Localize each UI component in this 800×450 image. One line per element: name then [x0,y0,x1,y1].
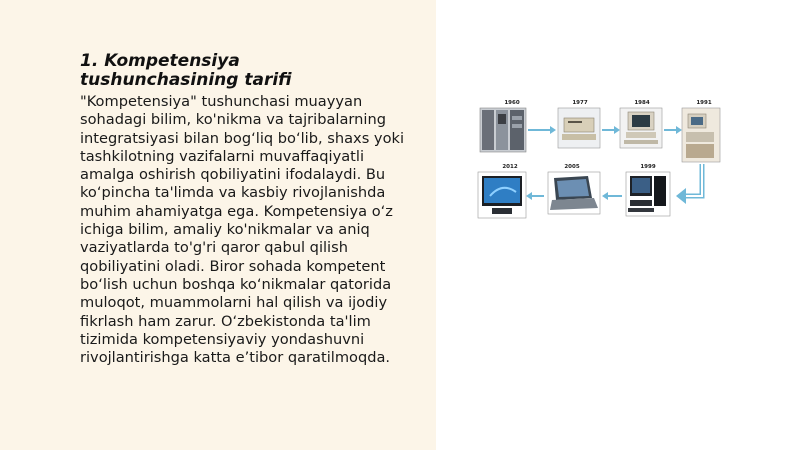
early-personal-computer-image [558,108,600,148]
year-label: 1991 [696,100,712,106]
computer-evolution-image [470,96,726,226]
year-label: 2005 [564,164,580,170]
year-label: 1977 [572,100,588,106]
desktop-computer-crt-image [620,108,662,148]
laptop-image [548,172,600,214]
timeline-graphics [470,96,726,226]
mainframe-computer-image [480,108,526,152]
year-label: 1984 [634,100,650,106]
year-label: 1960 [504,100,520,106]
slide-title: 1. Kompetensiya tushunchasining tarifi [80,51,292,90]
computer-with-printer-image [682,108,720,162]
year-label: 1999 [640,164,656,170]
slide-body-text: "Kompetensiya" tushunchasi muayyan sohadagi bilim, ko'nikma va tajribalarning integratsiyasi bilan bog‘liq bo‘lib, shaxs yoki tashkilotning vazifalarni muvaffaqiyatli amalga oshirish qobiliyatini ifodalaydi. Bu ko‘pincha ta'limda va kasbiy rivojlanishda muhim ahamiyatga ega. Kompetensiya o‘z ichiga bilim, amaliy ko'nikmalar va aniq vaziyatlarda to'g'ri qaror qabul qilish qobiliyatini oladi. Biror sohada kompetent bo‘lish uchun boshqa ko‘nikmalar qatorida muloqot, muammolarni hal qilish va ijodiy fikrlash ham zarur. O‘zbekistonda ta'lim tizimida kompetensiyaviy yondashuvni rivojlantirishga katta e’tibor qaratilmoqda. [80,93,405,367]
desktop-tower-pc-image [626,172,670,216]
all-in-one-pc-image [478,172,526,218]
year-label: 2012 [502,164,518,170]
